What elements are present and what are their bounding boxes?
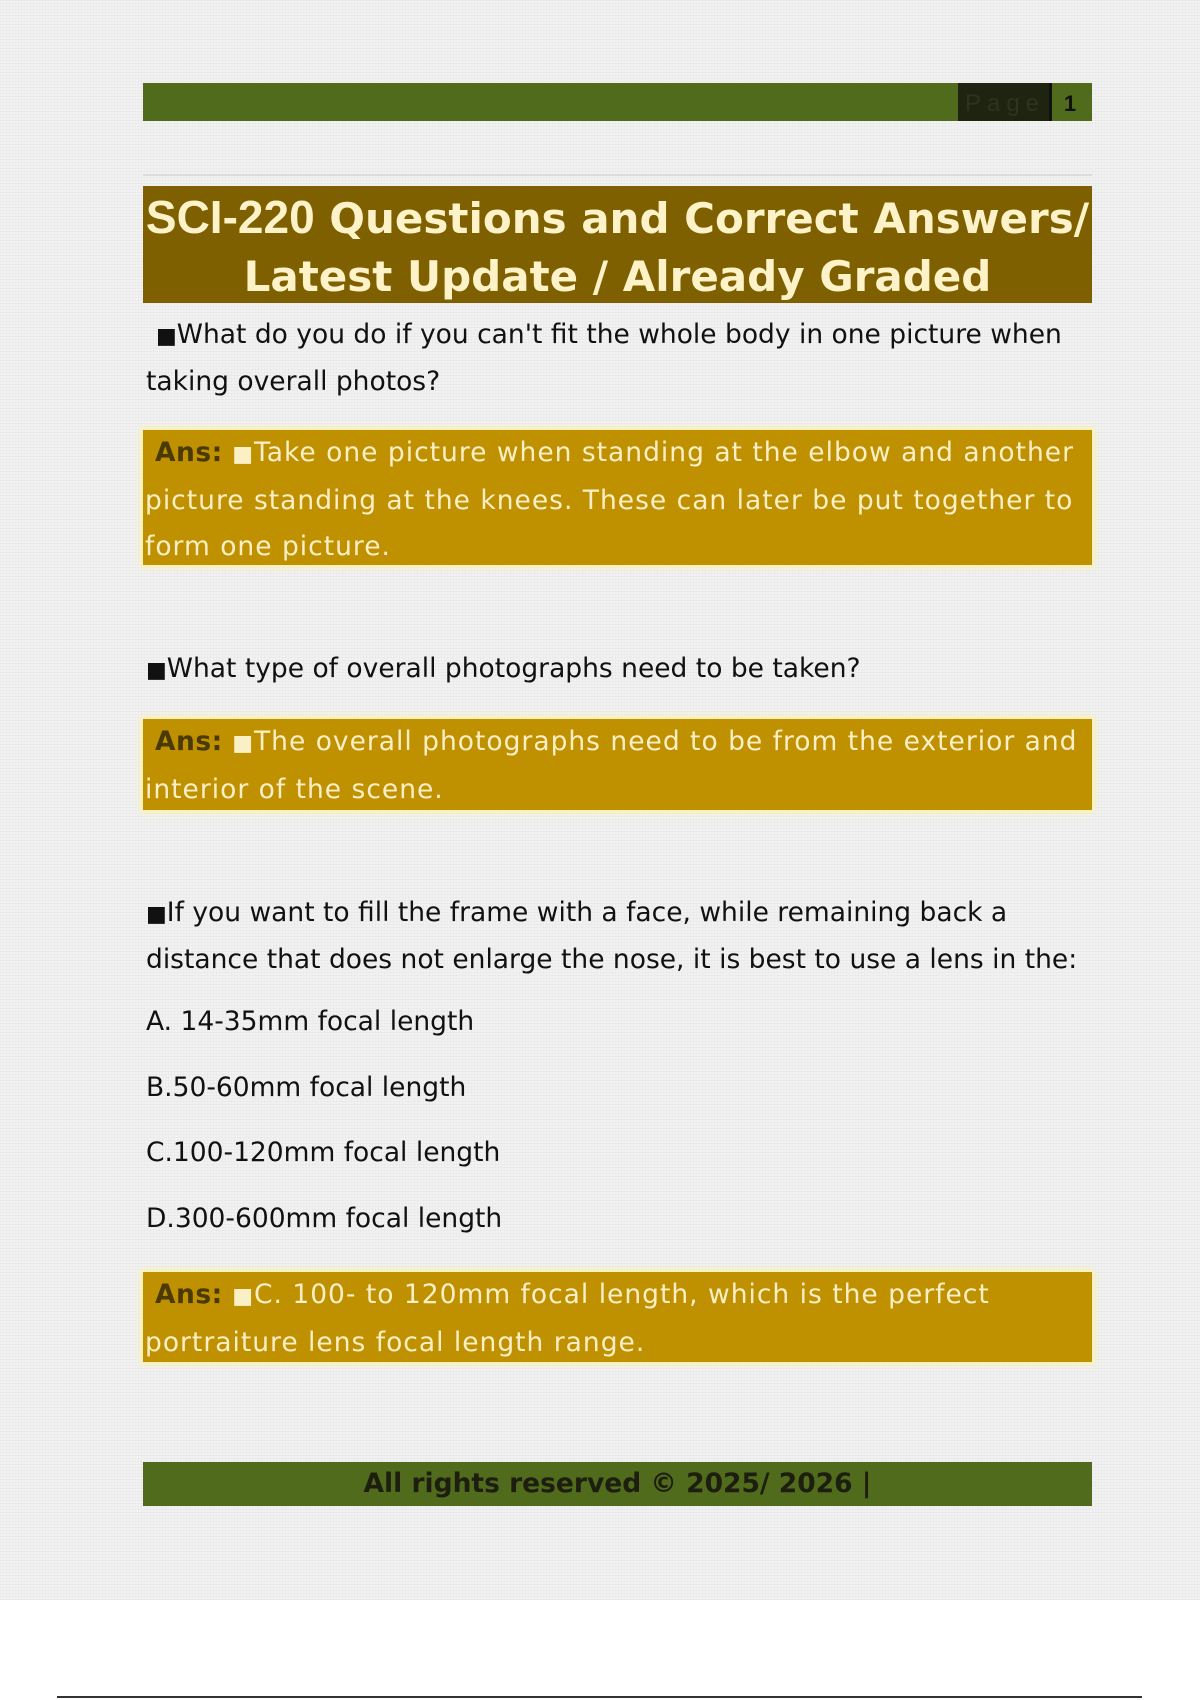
page-bottom-rule <box>57 1696 1142 1698</box>
bullet-square: ■ <box>232 1284 254 1309</box>
answer-label: Ans: <box>155 437 223 468</box>
answer-2-text: The overall photographs need to be from the exterior and interior of the scene. <box>145 726 1078 805</box>
answer-label: Ans: <box>155 1279 223 1310</box>
option-d: D.300-600mm focal length <box>146 1203 503 1234</box>
question-3-text: If you want to fill the frame with a face, while remaining back a distance that does not enlarge the nose, it is best to use a lens in the: <box>146 897 1078 975</box>
page-label: Page <box>958 83 1052 121</box>
title-line-1-text: Questions and Correct Answers/ <box>314 194 1090 243</box>
answer-label: Ans: <box>155 726 223 757</box>
option-c: C.100-120mm focal length <box>146 1137 501 1168</box>
title-line-1 <box>143 188 1092 248</box>
answer-1-box <box>143 430 1092 565</box>
title-line-2: Latest Update / Already Graded <box>243 252 992 301</box>
answer-3-box <box>143 1272 1092 1362</box>
bullet-square: ■ <box>232 731 254 756</box>
header-divider <box>143 174 1092 176</box>
bullet-square: ■ <box>146 902 167 927</box>
bullet-square: ■ <box>146 658 167 683</box>
answer-2-box <box>143 719 1092 810</box>
bullet-square: ■ <box>156 324 177 349</box>
option-b: B.50-60mm focal length <box>146 1072 467 1103</box>
page-number: 1 <box>1049 83 1088 121</box>
option-a: A. 14-35mm focal length <box>146 1006 475 1037</box>
course-code: SCI-220 <box>145 191 315 243</box>
answer-1-text: Take one picture when standing at the elbow and another picture standing at the knees. These can later be put together to form one picture. <box>145 437 1074 562</box>
document-title <box>143 186 1092 303</box>
answer-3-text: C. 100- to 120mm focal length, which is the perfect portraiture lens focal length range. <box>145 1279 990 1358</box>
question-3 <box>146 890 1086 982</box>
question-1 <box>146 312 1086 404</box>
page-footer-bar <box>143 1462 1092 1506</box>
question-2-text: What type of overall photographs need to be taken? <box>166 653 861 684</box>
page-header-bar <box>143 83 1092 121</box>
question-2 <box>146 646 1086 693</box>
bullet-square: ■ <box>232 442 254 467</box>
copyright-text: All rights reserved © 2025/ 2026 | <box>363 1468 872 1499</box>
question-1-text: What do you do if you can't fit the whole body in one picture when taking overall photos? <box>146 319 1062 397</box>
